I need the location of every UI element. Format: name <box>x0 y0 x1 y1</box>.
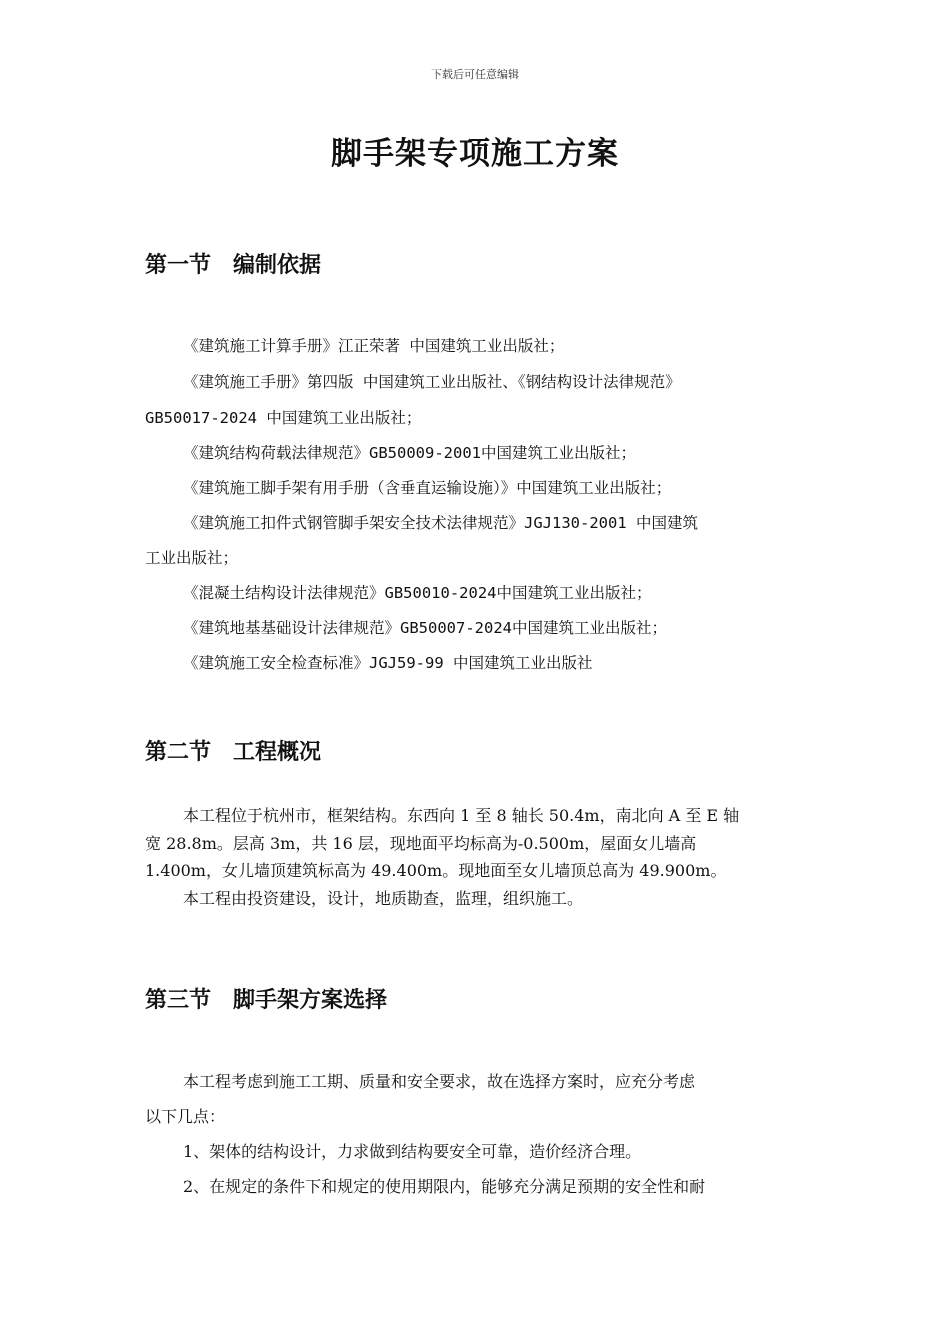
reference-line: 《建筑施工计算手册》江正荣著 中国建筑工业出版社； <box>183 337 565 355</box>
overview-line: 本工程位于杭州市，框架结构。东西向 1 至 8 轴长 50.4m，南北向 A 至 E 轴 <box>183 806 740 825</box>
header-note: 下载后可任意编辑 <box>431 68 519 81</box>
overview-line: 本工程由投资建设，设计，地质勘查，监理，组织施工。 <box>183 889 584 908</box>
reference-line: 《建筑施工手册》第四版 中国建筑工业出版社、《钢结构设计法律规范》 <box>183 373 681 391</box>
overview-line: 1.400m，女儿墙顶建筑标高为 49.400m。现地面至女儿墙顶总高为 49.900m。 <box>145 861 727 880</box>
section-2-heading: 第二节 工程概况 <box>145 740 322 765</box>
scheme-line: 1、架体的结构设计，力求做到结构要安全可靠，造价经济合理。 <box>183 1142 642 1161</box>
scheme-line: 以下几点： <box>145 1107 226 1126</box>
reference-line: 《建筑施工扣件式钢管脚手架安全技术法律规范》JGJ130-2001 中国建筑 <box>183 514 698 532</box>
reference-line: 工业出版社； <box>145 549 239 567</box>
reference-line: 《建筑施工脚手架有用手册（含垂直运输设施）》中国建筑工业出版社； <box>183 479 672 497</box>
section-3-heading: 第三节 脚手架方案选择 <box>145 988 388 1013</box>
overview-line: 宽 28.8m。层高 3m，共 16 层，现地面平均标高为-0.500m，屋面女儿墙高 <box>145 834 697 853</box>
reference-line: 《建筑地基基础设计法律规范》GB50007-2024中国建筑工业出版社； <box>183 619 667 637</box>
scheme-line: 本工程考虑到施工工期、质量和安全要求，故在选择方案时，应充分考虑 <box>183 1072 696 1091</box>
reference-line: 《建筑结构荷载法律规范》GB50009-2001中国建筑工业出版社； <box>183 444 636 462</box>
reference-line: 《混凝土结构设计法律规范》GB50010-2024中国建筑工业出版社； <box>183 584 652 602</box>
reference-line: GB50017-2024 中国建筑工业出版社； <box>145 409 422 427</box>
reference-line: 《建筑施工安全检查标准》JGJ59-99 中国建筑工业出版社 <box>183 654 593 672</box>
document-title: 脚手架专项施工方案 <box>331 136 619 172</box>
section-1-heading: 第一节 编制依据 <box>145 253 322 278</box>
scheme-line: 2、在规定的条件下和规定的使用期限内，能够充分满足预期的安全性和耐 <box>183 1177 706 1196</box>
